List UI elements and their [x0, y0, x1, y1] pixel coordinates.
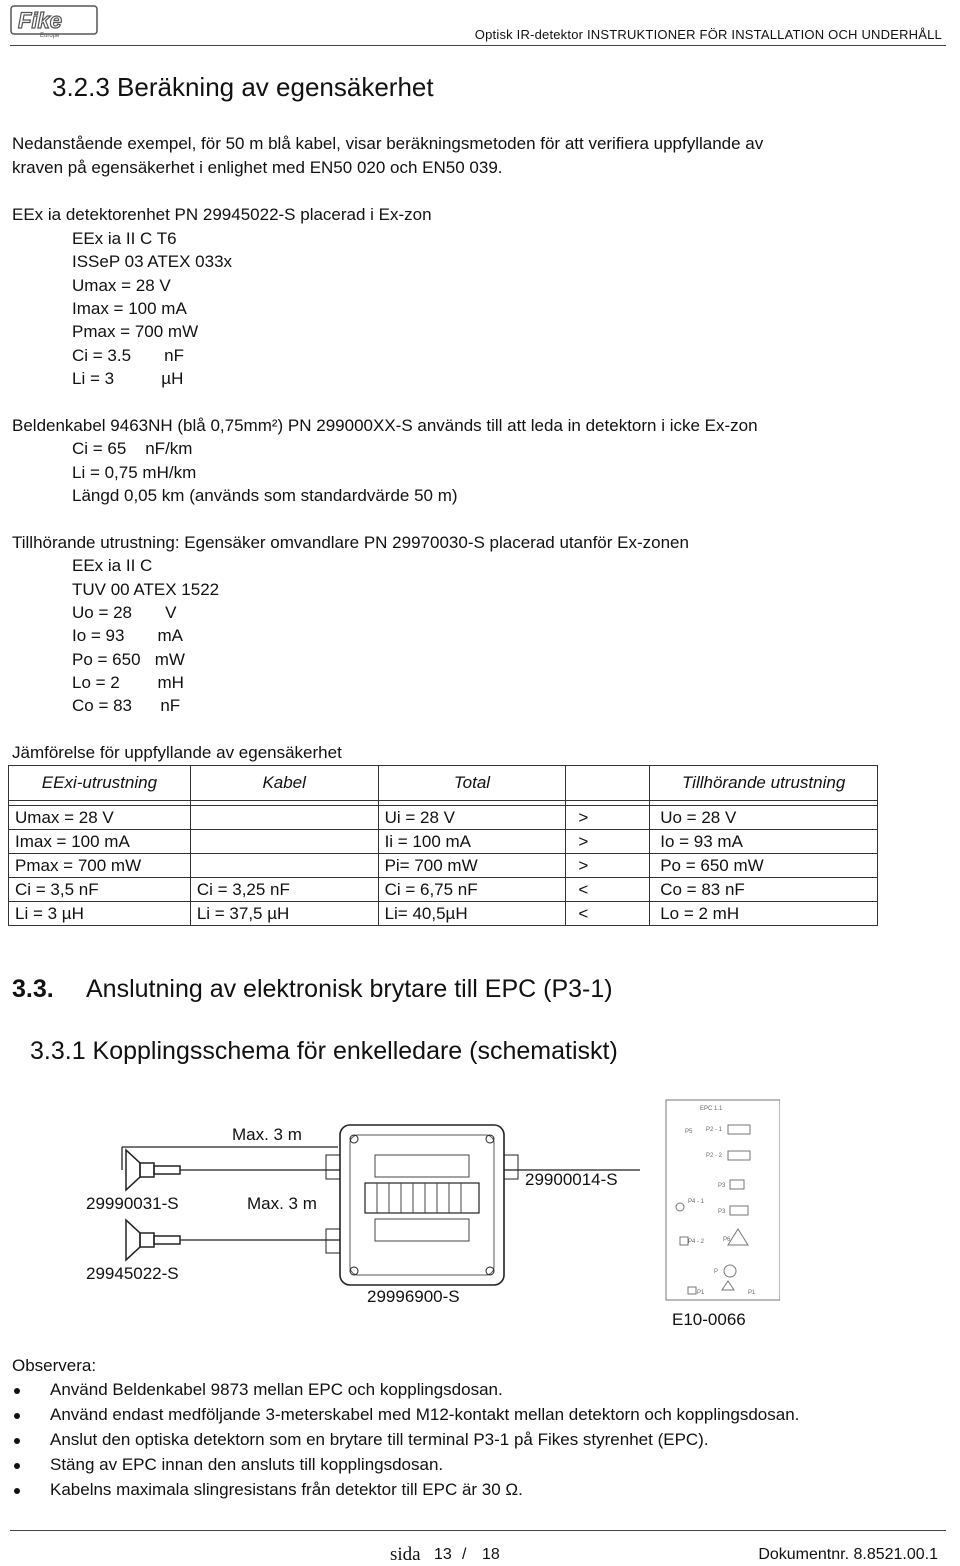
epc-label: P5	[685, 1129, 693, 1135]
bullet-icon	[14, 1438, 20, 1444]
table-header-cell: Tillhörande utrustning	[650, 766, 878, 801]
table-header-cell: Kabel	[190, 766, 378, 801]
document-number: Dokumentnr. 8.8521.00.1	[758, 1546, 938, 1563]
table-cell: Imax = 100 mA	[9, 830, 191, 854]
table-cell: Ui = 28 V	[378, 806, 566, 830]
associated-line: Io = 93 mA	[72, 626, 184, 645]
section-33-heading: Anslutning av elektronisk brytare till EPC (P3-1)	[86, 975, 613, 1003]
fike-logo	[10, 4, 102, 40]
epc-board	[666, 1100, 780, 1300]
bullet-icon	[14, 1413, 20, 1419]
table-cell: >	[566, 806, 650, 830]
table-row	[9, 830, 878, 854]
notes-title: Observera:	[12, 1356, 97, 1375]
epc-label: P1	[748, 1290, 756, 1296]
epc-label: P1	[697, 1290, 705, 1296]
table-row	[9, 806, 878, 830]
table-cell: Co = 83 nF	[650, 878, 878, 902]
detector-line: Ci = 3.5 nF	[72, 346, 184, 365]
footer-divider	[10, 1530, 946, 1531]
junction-box-icon	[326, 1125, 518, 1285]
table-cell: <	[566, 902, 650, 926]
table-cell: Po = 650 mW	[650, 854, 878, 878]
header-title: Optisk IR-detektor INSTRUKTIONER FÖR INSTALLATION OCH UNDERHÅLL	[474, 27, 942, 42]
table-cell: Lo = 2 mH	[650, 902, 878, 926]
detector-line: Umax = 28 V	[72, 276, 171, 295]
associated-line: Lo = 2 mH	[72, 673, 184, 692]
table-row	[9, 902, 878, 926]
section-322-heading: 3.2.3 Beräkning av egensäkerhet	[52, 72, 434, 102]
logo-text: Fike	[18, 8, 63, 33]
cable-line: Ci = 65 nF/km	[72, 439, 193, 458]
associated-line: Uo = 28 V	[72, 603, 177, 622]
cable-line: Längd 0,05 km (används som standardvärde 50 m)	[72, 486, 458, 505]
section-33-number: 3.3.	[12, 975, 54, 1003]
associated-title: Tillhörande utrustning: Egensäker omvandlare PN 29970030-S placerad utanför Ex-zonen	[12, 533, 689, 552]
comparison-table	[8, 765, 878, 926]
detector-icon	[126, 1220, 180, 1260]
page-number: 13	[434, 1546, 452, 1563]
associated-line: TUV 00 ATEX 1522	[72, 580, 220, 599]
table-cell: Ci = 3,5 nF	[9, 878, 191, 902]
table-cell: Ii = 100 mA	[378, 830, 566, 854]
page-total: 18	[482, 1546, 500, 1563]
table-cell: Io = 93 mA	[650, 830, 878, 854]
epc-label: P3	[718, 1209, 726, 1215]
table-header-row	[9, 766, 878, 801]
detector-line: Imax = 100 mA	[72, 299, 187, 318]
table-cell: >	[566, 830, 650, 854]
wiring-diagram	[100, 1095, 780, 1310]
epc-label: P2 - 2	[706, 1153, 723, 1159]
table-cell	[190, 854, 378, 878]
table-cell: Umax = 28 V	[9, 806, 191, 830]
table-cell	[190, 830, 378, 854]
associated-line: EEx ia II C	[72, 556, 153, 575]
part-number-box: 29996900-S	[367, 1287, 460, 1306]
section-331-heading: 3.3.1 Kopplingsschema för enkelledare (schematiskt)	[30, 1037, 618, 1065]
table-cell: Li = 37,5 µH	[190, 902, 378, 926]
detector-line: Li = 3 µH	[72, 369, 184, 388]
detector-line: ISSeP 03 ATEX 033x	[72, 252, 233, 271]
table-header-cell: Total	[378, 766, 566, 801]
part-number-detector: 29990031-S	[86, 1194, 179, 1213]
detector-title: EEx ia detektorenhet PN 29945022-S placerad i Ex-zon	[12, 205, 432, 224]
table-row	[9, 854, 878, 878]
table-row	[9, 878, 878, 902]
table-header-cell: EExi-utrustning	[9, 766, 191, 801]
table-cell: Li= 40,5µH	[378, 902, 566, 926]
header-divider	[10, 45, 946, 46]
epc-label: P3	[718, 1183, 726, 1189]
intro-line-2: kraven på egensäkerhet i enlighet med EN50 020 och EN50 039.	[12, 158, 503, 177]
epc-label: EPC 1.1	[700, 1106, 723, 1112]
table-cell	[190, 806, 378, 830]
associated-line: Po = 650 mW	[72, 650, 185, 669]
epc-label: P6	[723, 1237, 731, 1243]
page-word: sida	[390, 1544, 421, 1565]
intro-line-1: Nedanstående exempel, för 50 m blå kabel, visar beräkningsmetoden för att verifiera uppfyllande av	[12, 134, 764, 153]
comparison-title: Jämförelse för uppfyllande av egensäkerhet	[12, 743, 342, 762]
table-cell: Ci = 3,25 nF	[190, 878, 378, 902]
bullet-icon	[14, 1388, 20, 1394]
page-separator: /	[462, 1546, 467, 1563]
epc-label: P4 - 1	[688, 1199, 705, 1205]
max-length-label: Max. 3 m	[232, 1125, 302, 1144]
part-number-detector: 29945022-S	[86, 1264, 179, 1283]
table-cell: Pmax = 700 mW	[9, 854, 191, 878]
part-number-cable: 29900014-S	[525, 1170, 618, 1189]
part-number-epc: E10-0066	[672, 1310, 746, 1329]
bullet-icon	[14, 1463, 20, 1469]
detector-line: Pmax = 700 mW	[72, 322, 199, 341]
logo-sub: Europe	[40, 33, 60, 39]
detector-line: EEx ia II C T6	[72, 229, 177, 248]
table-header-cell	[566, 766, 650, 801]
associated-line: Co = 83 nF	[72, 696, 181, 715]
table-cell: Pi= 700 mW	[378, 854, 566, 878]
table-cell: Li = 3 µH	[9, 902, 191, 926]
table-cell: <	[566, 878, 650, 902]
cable-title: Beldenkabel 9463NH (blå 0,75mm²) PN 299000XX-S används till att leda in detektorn i icke Ex-zon	[12, 416, 758, 435]
table-cell: Ci = 6,75 nF	[378, 878, 566, 902]
max-length-label: Max. 3 m	[247, 1194, 317, 1213]
epc-label: P4 - 2	[688, 1239, 705, 1245]
table-cell: Uo = 28 V	[650, 806, 878, 830]
epc-label: P2 - 1	[706, 1127, 723, 1133]
bullet-icon	[14, 1488, 20, 1494]
detector-icon	[126, 1150, 180, 1190]
cable-line: Li = 0,75 mH/km	[72, 463, 197, 482]
epc-label: P	[714, 1269, 719, 1275]
table-cell: >	[566, 854, 650, 878]
